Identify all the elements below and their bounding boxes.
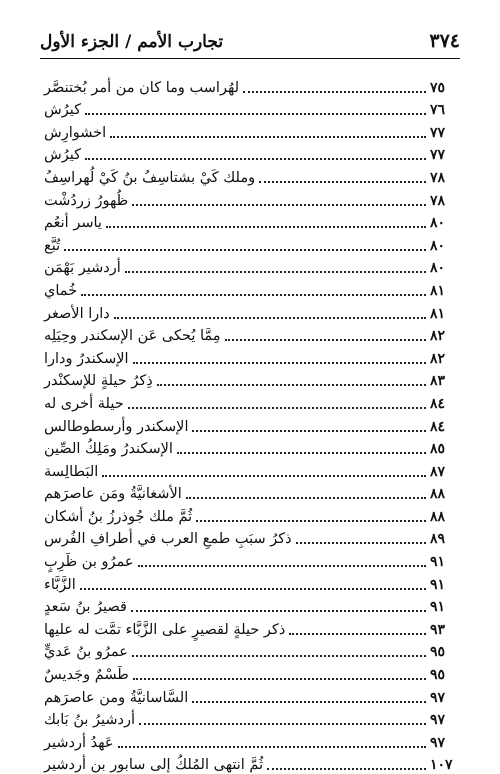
table-of-contents — [40, 74, 460, 774]
toc-entry — [40, 684, 460, 707]
toc-entry-title: ذكر حيلةٍ لقصيرٍ على الزَّبَّاء تمَّت له عليها — [44, 621, 286, 638]
toc-entry-title: السَّاسانيَّةُ ومن عاصرَهم — [44, 689, 189, 706]
dot-leader — [106, 226, 426, 228]
page-number: ٣٧٤ — [429, 30, 460, 52]
toc-entry-page: ٨٠ — [430, 237, 446, 254]
toc-entry — [40, 300, 460, 323]
toc-entry-title: الإسكندر وأرسطوطالس — [44, 418, 189, 435]
toc-entry — [40, 503, 460, 526]
toc-entry-title: ظُهورُ زردُشْت — [44, 192, 129, 209]
toc-entry-title: خُماي — [44, 282, 78, 299]
toc-entry-page: ٩٧ — [430, 734, 446, 751]
dot-leader — [85, 158, 426, 160]
toc-entry-title: مِمَّا يُحكى عَن الإسكندر وحِيَلِه — [44, 328, 221, 345]
dot-leader — [110, 136, 426, 138]
toc-entry — [40, 458, 460, 481]
page-header — [40, 28, 460, 59]
toc-entry — [40, 413, 460, 436]
toc-entry — [40, 74, 460, 97]
toc-entry-title: عمرُو بنُ عَديٍّ — [44, 644, 128, 661]
toc-entry — [40, 594, 460, 617]
dot-leader — [157, 384, 426, 386]
dot-leader — [131, 610, 426, 612]
toc-entry — [40, 526, 460, 549]
toc-entry-title: حيلة أخرى له — [44, 395, 124, 412]
toc-entry-title: أردشيرُ بنُ بَابك — [44, 712, 136, 729]
toc-entry-page: ٨٥ — [430, 441, 446, 458]
toc-entry — [40, 571, 460, 594]
toc-entry — [40, 210, 460, 233]
dot-leader — [192, 701, 426, 703]
dot-leader — [133, 678, 426, 680]
toc-entry-page: ٨٠ — [430, 260, 446, 277]
toc-entry — [40, 481, 460, 504]
dot-leader — [132, 204, 426, 206]
toc-entry-title: الزَّبَّاء — [44, 576, 76, 593]
toc-entry-page: ٨١ — [430, 282, 446, 299]
toc-entry-title: اخشوارِش — [44, 124, 107, 141]
toc-entry-page: ٧٧ — [430, 147, 446, 164]
dot-leader — [296, 542, 426, 544]
toc-entry-title: أردشير بَهْمَن — [44, 260, 121, 277]
toc-entry — [40, 436, 460, 459]
toc-entry-title: تُبَّع — [44, 237, 61, 254]
toc-entry-page: ٧٦ — [430, 102, 446, 119]
dot-leader — [81, 294, 426, 296]
toc-entry-title: ذكرُ سبَبِ طمعِ العرب في أطرافِ الفُرس — [44, 531, 292, 548]
toc-entry-title: كيرُش — [44, 147, 81, 164]
toc-entry — [40, 707, 460, 730]
toc-entry-title: عَهدُ أردشير — [44, 734, 114, 751]
toc-entry-page: ٩١ — [430, 576, 446, 593]
dot-leader — [85, 113, 426, 115]
toc-entry-page: ٩٧ — [430, 712, 446, 729]
running-title: تجارب الأمم / الجزء الأول — [40, 32, 224, 52]
toc-entry-title: طَسْمٌ وجَديسٌ — [44, 667, 129, 684]
dot-leader — [225, 339, 426, 341]
dot-leader — [139, 723, 426, 725]
toc-entry-page: ٨٤ — [430, 418, 446, 435]
toc-entry — [40, 661, 460, 684]
toc-entry-title: الأشغانيَّةُ ومَن عاصرَهم — [44, 486, 182, 503]
toc-entry-page: ٩٥ — [430, 667, 446, 684]
toc-entry — [40, 616, 460, 639]
toc-entry — [40, 255, 460, 278]
toc-entry-title: لهُراسب وما كان من أمر بُختنصَّر — [44, 79, 240, 96]
toc-entry-page: ١٠٧ — [430, 757, 453, 774]
toc-entry-title: ثُمَّ ملك جُوذرزُ بنُ أشكان — [44, 508, 193, 525]
toc-entry-page: ٨٨ — [430, 486, 446, 503]
dot-leader — [289, 633, 426, 635]
toc-entry-title: كيرُش — [44, 102, 81, 119]
toc-entry — [40, 345, 460, 368]
dot-leader — [102, 475, 426, 477]
dot-leader — [80, 588, 426, 590]
toc-entry-page: ٧٥ — [430, 79, 446, 96]
dot-leader — [128, 407, 426, 409]
toc-entry — [40, 548, 460, 571]
toc-entry-page: ٨٩ — [430, 531, 446, 548]
toc-entry-page: ٨٨ — [430, 508, 446, 525]
toc-entry-title: الإسكندرُ ودارا — [44, 350, 129, 367]
dot-leader — [267, 768, 426, 770]
toc-entry — [40, 368, 460, 391]
toc-entry-title: الإسكندرُ ومَلِكُ الصِّين — [44, 441, 173, 458]
toc-entry — [40, 729, 460, 752]
toc-entry-page: ٧٨ — [430, 169, 446, 186]
toc-entry-page: ٨٧ — [430, 463, 446, 480]
dot-leader — [138, 565, 426, 567]
dot-leader — [196, 520, 426, 522]
toc-entry — [40, 390, 460, 413]
dot-leader — [177, 452, 426, 454]
toc-entry-title: ثُمَّ انتهى المُلكُ إلى سابور بن أردشير — [44, 757, 264, 774]
toc-entry-title: البَطالِسة — [44, 463, 99, 480]
toc-entry-title: قصيرُ بنُ سَعدٍ — [44, 599, 127, 616]
toc-entry — [40, 639, 460, 662]
toc-entry — [40, 752, 460, 774]
toc-entry-page: ٩٣ — [430, 621, 446, 638]
toc-entry-title: ذِكرُ حيلةٍ للإسكنْدر — [44, 373, 153, 390]
toc-entry-page: ٩١ — [430, 554, 446, 571]
toc-entry-page: ٩١ — [430, 599, 446, 616]
toc-entry-title: ياسر أنعُم — [44, 215, 102, 232]
toc-entry-title: وملك كَيْ بشتاسِفُ بنُ كَيْ لُهراسِفُ — [44, 169, 256, 186]
dot-leader — [243, 91, 426, 93]
toc-entry-page: ٨٤ — [430, 395, 446, 412]
dot-leader — [114, 317, 426, 319]
toc-entry-page: ٨٠ — [430, 215, 446, 232]
toc-entry — [40, 187, 460, 210]
toc-entry — [40, 142, 460, 165]
toc-entry — [40, 97, 460, 120]
dot-leader — [125, 271, 426, 273]
toc-entry-title: دارا الأصغر — [44, 305, 110, 322]
dot-leader — [132, 655, 426, 657]
toc-entry — [40, 323, 460, 346]
dot-leader — [118, 746, 426, 748]
toc-entry-title: عمرُو بن ظَرِبٍ — [44, 554, 134, 571]
toc-entry-page: ٨٢ — [430, 328, 446, 345]
toc-entry-page: ٨٢ — [430, 350, 446, 367]
toc-entry-page: ٩٥ — [430, 644, 446, 661]
dot-leader — [133, 362, 426, 364]
dot-leader — [186, 497, 426, 499]
toc-entry-page: ٩٧ — [430, 689, 446, 706]
toc-entry-page: ٧٨ — [430, 192, 446, 209]
toc-entry — [40, 232, 460, 255]
toc-entry-page: ٨٣ — [430, 373, 446, 390]
toc-entry-page: ٧٧ — [430, 124, 446, 141]
toc-entry-page: ٨١ — [430, 305, 446, 322]
toc-entry — [40, 277, 460, 300]
toc-entry — [40, 119, 460, 142]
dot-leader — [64, 249, 426, 251]
toc-entry — [40, 164, 460, 187]
dot-leader — [259, 181, 426, 183]
dot-leader — [192, 430, 426, 432]
